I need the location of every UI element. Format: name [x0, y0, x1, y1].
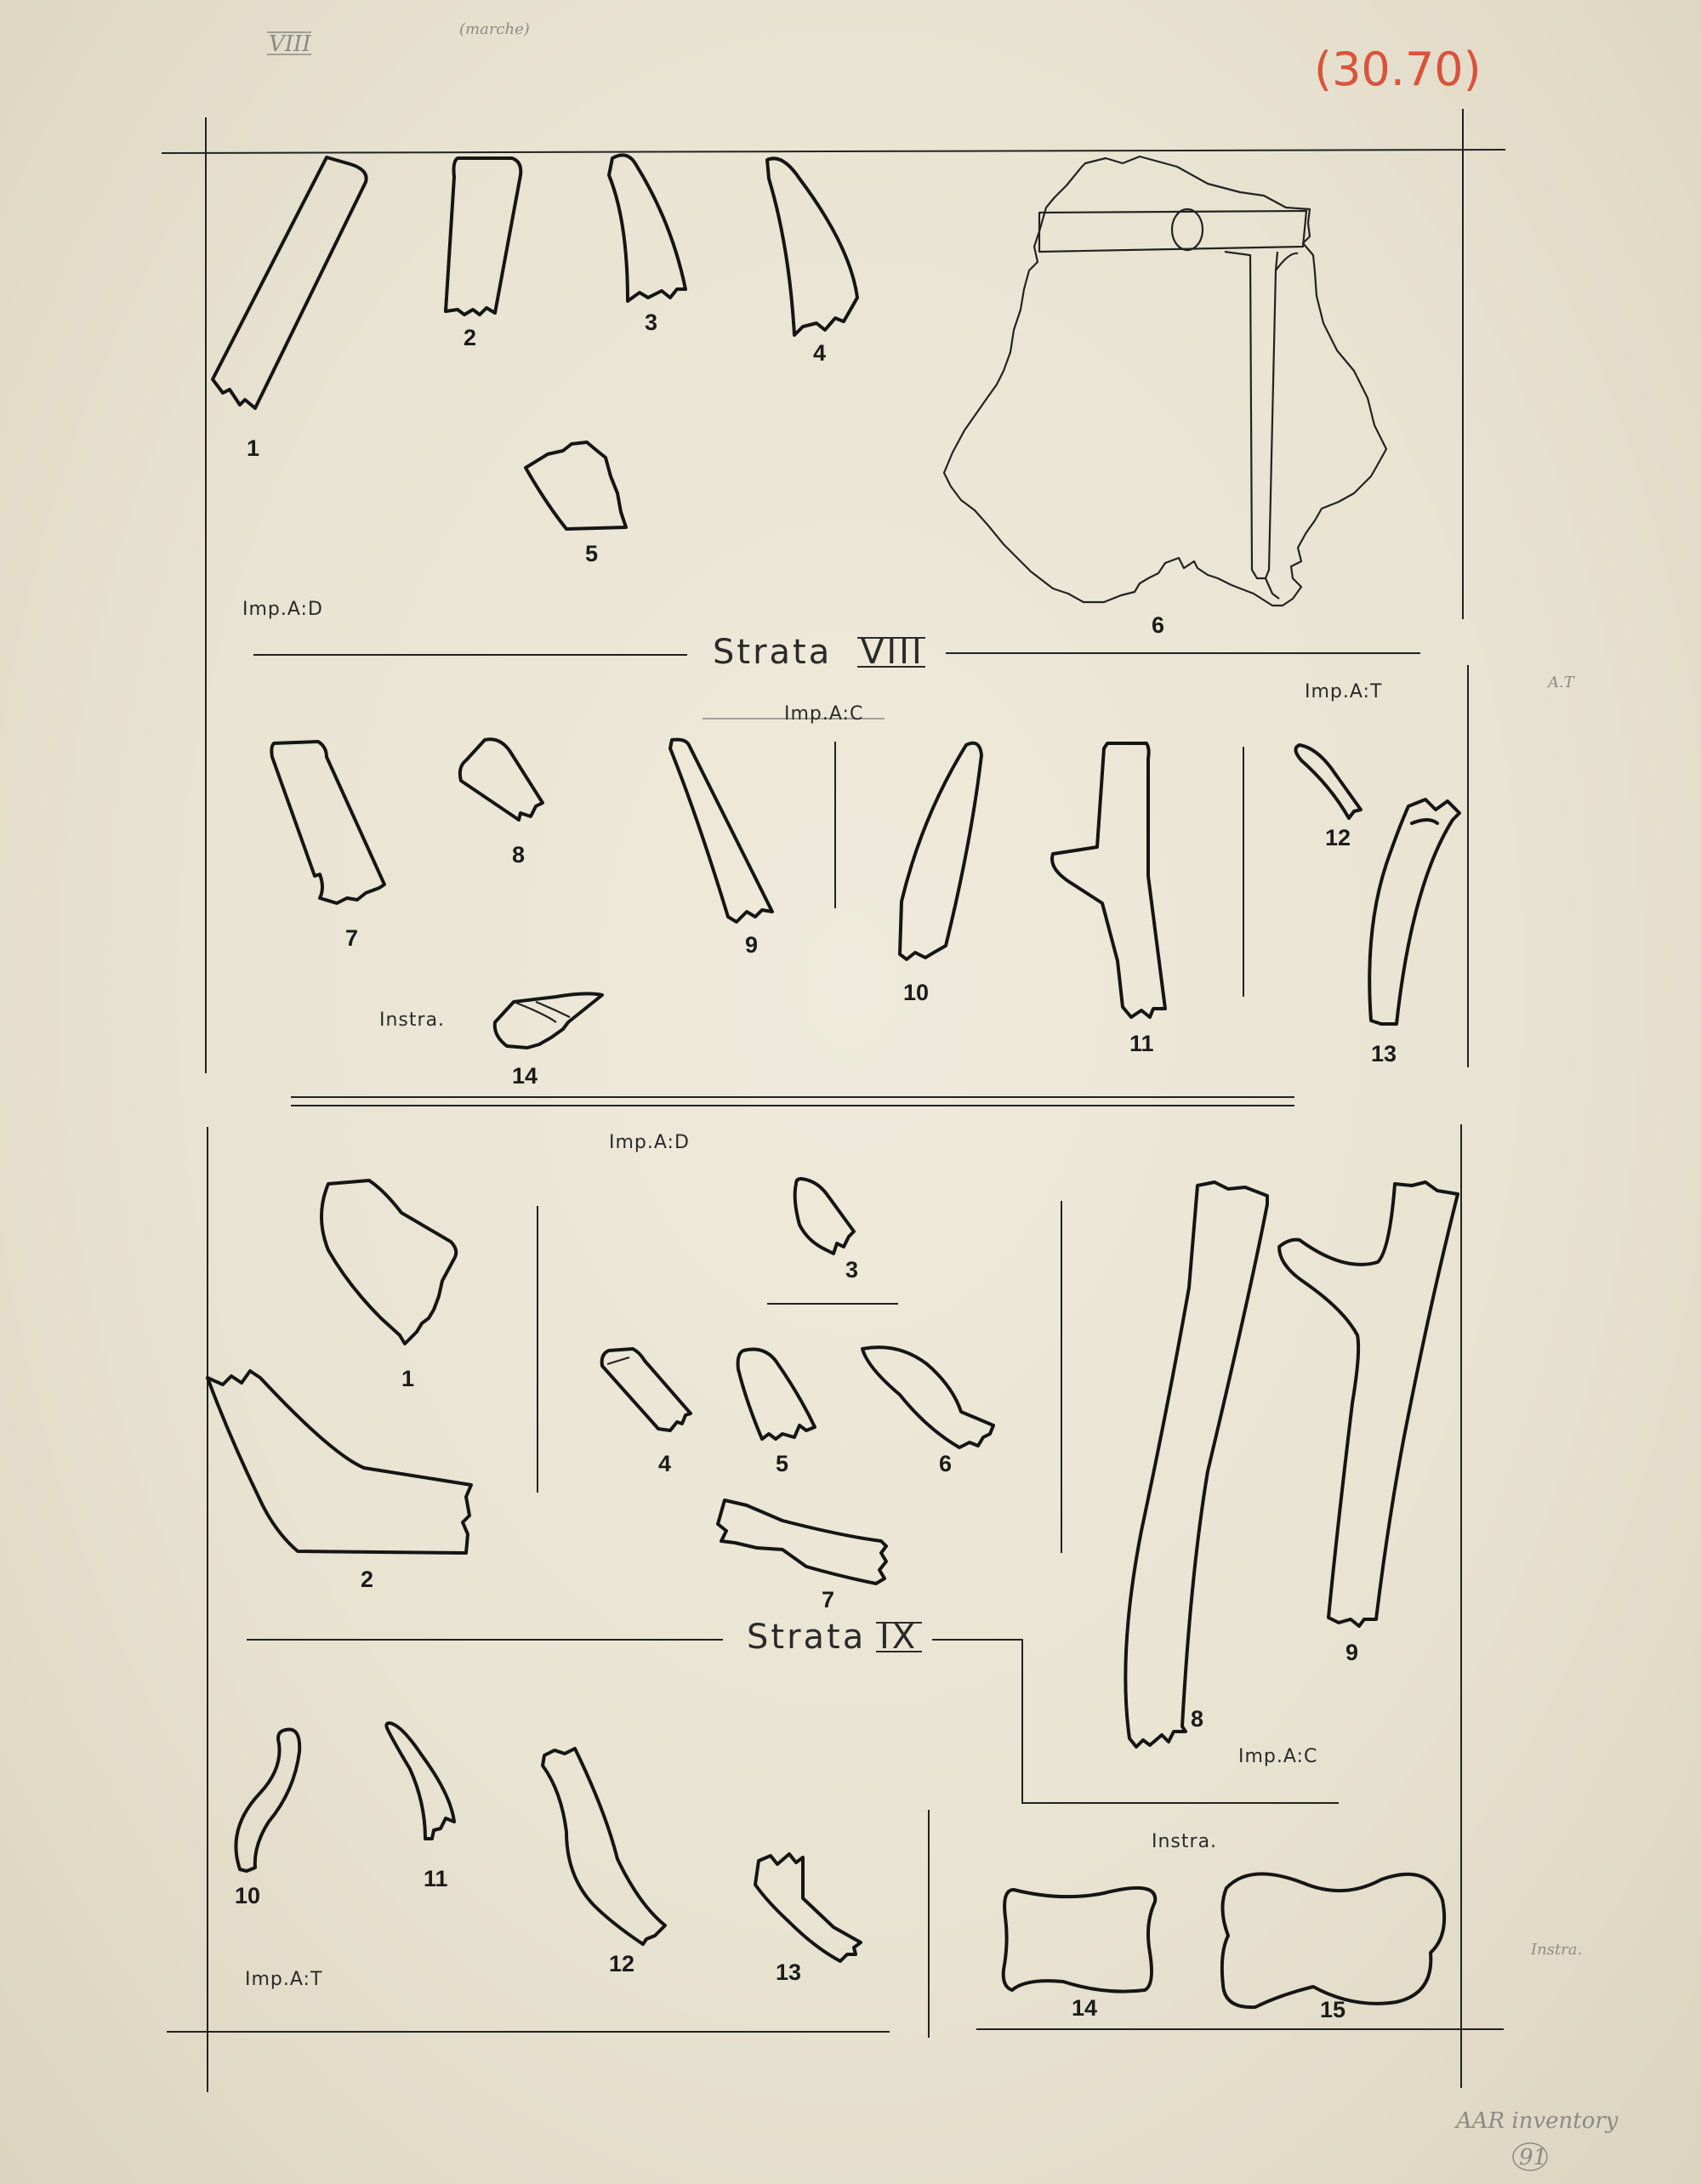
- ix-fragment-12: [543, 1749, 665, 1976]
- viii-label-11: 11: [1129, 1031, 1154, 1056]
- viii-section-imp-at: Imp.A:T: [1305, 681, 1383, 702]
- viii-section-imp-ac: Imp.A:C: [784, 703, 864, 725]
- viii-fragment-11: [1052, 743, 1165, 1056]
- ix-fragment-10: [235, 1730, 299, 1908]
- strata-viii-word: Strata: [713, 633, 833, 672]
- viii-label-7: 7: [345, 925, 359, 951]
- viii-fragment-12: [1295, 745, 1361, 850]
- viii-fragment-2: [446, 158, 521, 350]
- ix-fragment-5: [738, 1350, 815, 1477]
- margin-note-instra: Instra.: [1531, 1941, 1583, 1959]
- ix-fragment-13: [755, 1854, 861, 1985]
- strata-ix-word: Strata: [747, 1618, 867, 1657]
- ix-label-3: 3: [845, 1257, 859, 1283]
- ix-section-imp-ad: Imp.A:D: [609, 1132, 690, 1153]
- ix-fragment-8: [1125, 1182, 1267, 1747]
- viii-label-14: 14: [512, 1063, 538, 1089]
- strata-ix-roman: IX: [879, 1618, 919, 1657]
- viii-label-1: 1: [247, 435, 260, 461]
- ix-label-5: 5: [776, 1451, 789, 1476]
- margin-note-at: A.T: [1548, 674, 1574, 691]
- ix-fragment-4: [602, 1349, 691, 1476]
- strata-viii-roman: VIII: [861, 633, 924, 672]
- viii-label-4: 4: [813, 340, 827, 366]
- ix-label-9: 9: [1345, 1640, 1359, 1665]
- viii-label-8: 8: [512, 842, 526, 867]
- ix-section-imp-at: Imp.A:T: [245, 1969, 323, 1990]
- plate-roman-text: VIII: [269, 31, 311, 57]
- viii-label-12: 12: [1325, 825, 1351, 850]
- inventory-number: 91: [1519, 2145, 1548, 2170]
- ix-section-instra: Instra.: [1152, 1831, 1218, 1852]
- viii-fragment-5: [526, 442, 626, 566]
- strata-viii-title: [713, 633, 925, 672]
- viii-fragment-7: [271, 742, 384, 951]
- viii-label-5: 5: [585, 541, 599, 566]
- pencil-note-top: (marche): [459, 20, 530, 38]
- ix-label-1: 1: [401, 1366, 415, 1391]
- viii-section-instra: Instra.: [379, 1010, 446, 1031]
- frame-rules-lower: [167, 1124, 1504, 2092]
- plate-number-roman: [267, 31, 311, 57]
- strata-ix-title: [747, 1618, 922, 1657]
- ix-label-7: 7: [822, 1587, 835, 1612]
- ix-label-2: 2: [361, 1567, 374, 1592]
- viii-label-9: 9: [745, 932, 759, 958]
- ix-fragment-14: [1004, 1888, 1156, 2021]
- viii-fragment-3: [609, 155, 686, 335]
- ix-fragment-6: [862, 1347, 993, 1476]
- inventory-annotation: [1454, 2108, 1619, 2170]
- viii-fragment-9: [670, 740, 772, 958]
- ix-label-12: 12: [609, 1951, 635, 1976]
- ix-label-8: 8: [1191, 1706, 1204, 1732]
- ix-label-14: 14: [1072, 1995, 1098, 2021]
- ix-label-4: 4: [658, 1451, 672, 1476]
- ix-fragment-15: [1222, 1874, 1444, 2022]
- viii-fragment-8: [460, 739, 543, 867]
- viii-fragment-4: [767, 158, 857, 366]
- viii-label-13: 13: [1371, 1041, 1397, 1066]
- ix-label-10: 10: [235, 1883, 261, 1908]
- viii-label-6: 6: [1152, 612, 1165, 638]
- ix-fragment-3: [795, 1179, 858, 1283]
- ix-label-6: 6: [939, 1451, 953, 1476]
- frame-rules-upper: [162, 109, 1505, 1106]
- viii-fragment-10: [900, 743, 981, 1005]
- ix-section-imp-ac: Imp.A:C: [1238, 1746, 1318, 1767]
- ix-fragment-11: [386, 1723, 454, 1891]
- viii-fragment-13: [1369, 799, 1459, 1066]
- viii-section-imp-ad: Imp.A:D: [242, 599, 323, 620]
- ix-fragment-9: [1279, 1182, 1458, 1665]
- viii-fragment-14: [495, 993, 602, 1089]
- viii-label-2: 2: [464, 325, 477, 350]
- inventory-line: AAR inventory: [1456, 2108, 1619, 2134]
- ix-fragment-2: [208, 1371, 471, 1592]
- viii-fragment-1: [213, 157, 367, 461]
- viii-label-3: 3: [645, 310, 658, 335]
- ix-fragment-7: [718, 1500, 886, 1612]
- viii-fragment-6-artifact: [944, 156, 1386, 638]
- ix-label-11: 11: [424, 1866, 448, 1891]
- ix-label-15: 15: [1320, 1997, 1346, 2022]
- catalog-number: (30.70): [1314, 43, 1482, 96]
- ix-label-13: 13: [776, 1959, 802, 1985]
- ix-fragment-1: [321, 1180, 456, 1391]
- viii-label-10: 10: [903, 980, 930, 1005]
